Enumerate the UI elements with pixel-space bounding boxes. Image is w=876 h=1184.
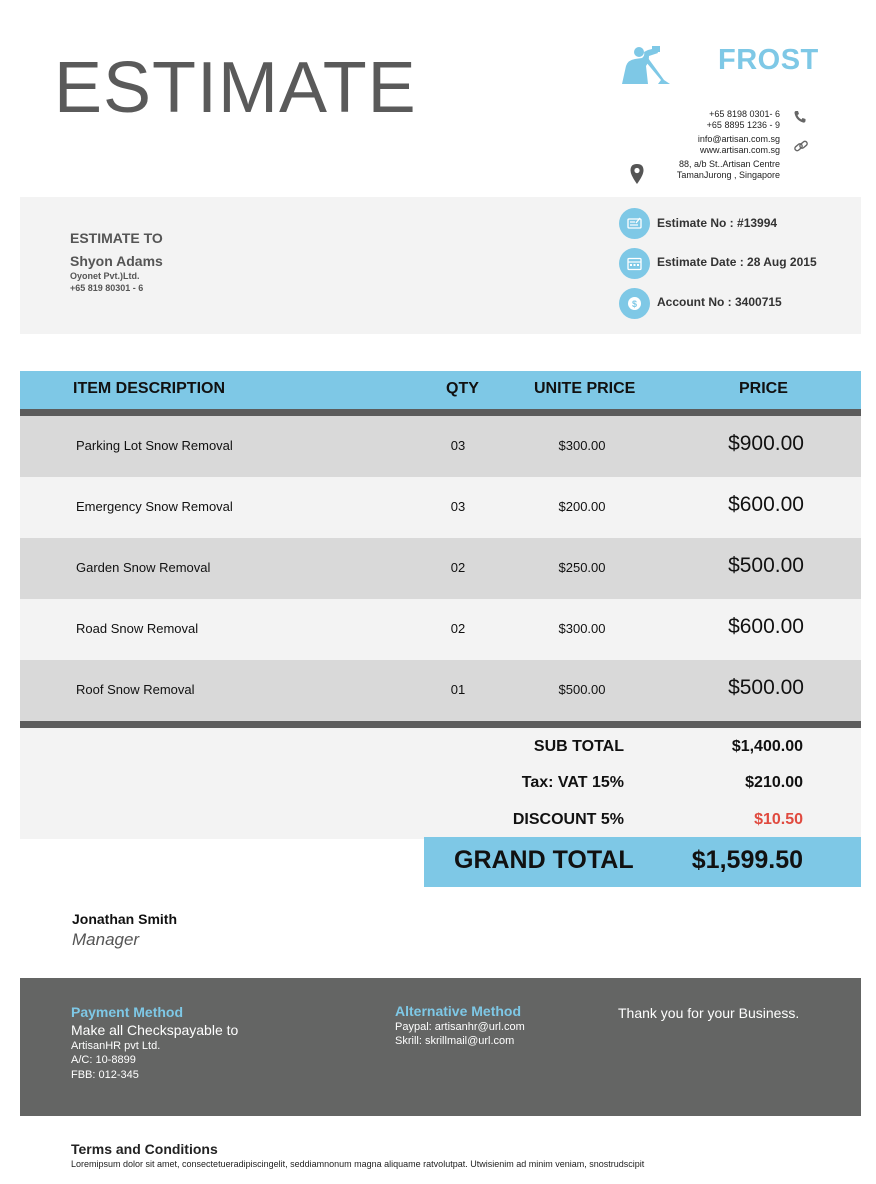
col-header-description: ITEM DESCRIPTION — [73, 380, 226, 397]
row-qty: 02 — [450, 621, 466, 636]
row-unit-price: $300.00 — [558, 621, 606, 636]
discount-label: DISCOUNT 5% — [512, 811, 624, 828]
row-description: Garden Snow Removal — [76, 560, 211, 575]
row-price: $500.00 — [728, 554, 804, 577]
website-line[interactable]: www.artisan.com.sg — [699, 145, 780, 155]
row-price: $600.00 — [728, 615, 804, 638]
subtotal-label: SUB TOTAL — [533, 738, 624, 755]
payment-detail-account: A/C: 10-8899 — [71, 1054, 136, 1066]
col-header-qty: QTY — [446, 380, 479, 397]
col-header-price: PRICE — [739, 380, 788, 397]
table-row — [20, 416, 861, 477]
terms-text: Loremipsum dolor sit amet, consectetueradipiscingelit, seddiamnonum magna aliquame ratvolutpat. Utwisienim ad minim veniam, snostrudscipit — [71, 1159, 645, 1169]
dollar-coin-icon — [626, 295, 643, 312]
estimate-date-badge — [619, 248, 650, 279]
row-description: Emergency Snow Removal — [76, 499, 233, 514]
svg-text:$: $ — [631, 299, 638, 309]
payment-detail-company: ArtisanHR pvt Ltd. — [71, 1040, 161, 1052]
contact-address — [677, 159, 780, 181]
table-row — [20, 599, 861, 660]
row-unit-price: $200.00 — [558, 499, 606, 514]
row-description: Roof Snow Removal — [76, 682, 195, 697]
row-description: Parking Lot Snow Removal — [76, 438, 233, 453]
table-row — [20, 477, 861, 538]
row-qty: 03 — [450, 438, 466, 453]
table-row — [20, 660, 861, 721]
client-name: Shyon Adams — [70, 253, 163, 269]
client-company: Oyonet Pvt.)Ltd. — [70, 271, 140, 281]
client-phone: +65 819 80301 - 6 — [70, 283, 144, 293]
alt-paypal[interactable]: Paypal: artisanhr@url.com — [395, 1021, 525, 1033]
email-line[interactable]: info@artisan.com.sg — [697, 134, 780, 144]
link-icon — [793, 138, 809, 154]
row-unit-price: $250.00 — [558, 560, 606, 575]
col-header-unit-price: UNITE PRICE — [534, 380, 636, 397]
row-qty: 01 — [450, 682, 466, 697]
phone-icon — [793, 110, 807, 124]
row-description: Road Snow Removal — [76, 621, 199, 636]
alternative-method-heading: Alternative Method — [395, 1003, 522, 1019]
contact-web — [698, 134, 780, 156]
alt-skrill[interactable]: Skrill: skrillmail@url.com — [395, 1035, 515, 1047]
table-bottom-divider — [20, 721, 861, 728]
brand-name: FROST — [718, 44, 819, 76]
phone-line-2: +65 8895 1236 - 9 — [706, 120, 780, 130]
row-qty: 03 — [450, 499, 466, 514]
terms-title: Terms and Conditions — [71, 1141, 218, 1157]
row-unit-price: $300.00 — [558, 438, 606, 453]
row-qty: 02 — [450, 560, 466, 575]
payment-method-line: Make all Checkspayable to — [71, 1022, 239, 1038]
calendar-icon — [626, 255, 643, 272]
grand-total-label: GRAND TOTAL — [454, 846, 634, 874]
account-no: Account No : 3400715 — [657, 295, 782, 309]
grand-total-value: $1,599.50 — [691, 846, 803, 874]
contact-phones — [707, 109, 780, 131]
row-price: $900.00 — [728, 432, 804, 455]
document-icon — [626, 215, 643, 232]
table-top-divider — [20, 409, 861, 416]
table-row — [20, 538, 861, 599]
phone-line-1: +65 8198 0301- 6 — [709, 109, 780, 119]
payment-method-heading: Payment Method — [71, 1004, 184, 1020]
estimate-date: Estimate Date : 28 Aug 2015 — [657, 255, 817, 269]
account-no-badge — [619, 288, 650, 319]
subtotal-value: $1,400.00 — [731, 738, 803, 755]
address-line-1: 88, a/b St..Artisan Centre — [678, 159, 780, 169]
thank-you-note: Thank you for your Business. — [618, 1005, 800, 1021]
location-pin-icon — [629, 163, 645, 185]
snow-shoveler-logo-icon — [618, 44, 674, 86]
address-line-2: TamanJurong , Singapore — [676, 170, 780, 180]
row-price: $500.00 — [728, 676, 804, 699]
discount-value: $10.50 — [754, 811, 803, 828]
signatory-name: Jonathan Smith — [72, 911, 178, 927]
estimate-to-label: ESTIMATE TO — [70, 230, 163, 246]
estimate-no-badge — [619, 208, 650, 239]
tax-label: Tax: VAT 15% — [521, 774, 624, 791]
tax-value: $210.00 — [745, 774, 803, 791]
payment-detail-fbb: FBB: 012-345 — [71, 1069, 139, 1081]
signatory-title: Manager — [72, 930, 140, 949]
page-title: ESTIMATE — [54, 48, 417, 128]
row-unit-price: $500.00 — [558, 682, 606, 697]
row-price: $600.00 — [728, 493, 804, 516]
estimate-no: Estimate No : #13994 — [657, 216, 778, 230]
